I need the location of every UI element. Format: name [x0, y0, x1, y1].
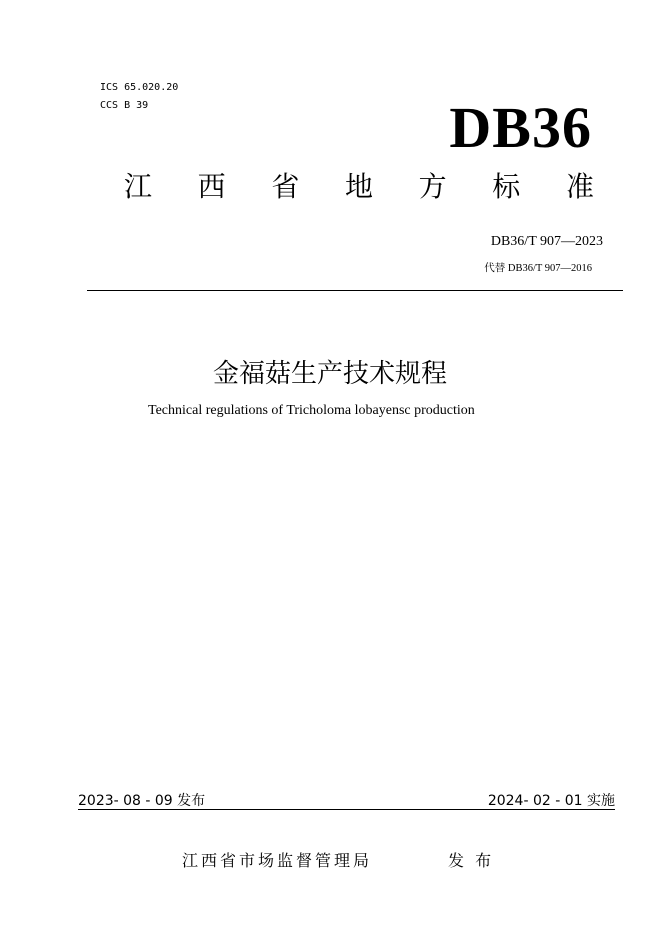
standard-type-char: 标 [492, 170, 521, 203]
ccs-code: CCS B 39 [100, 100, 149, 111]
standard-type-char: 西 [197, 170, 226, 203]
replaces-line [484, 261, 592, 276]
replaces-number: DB36/T 907—2016 [507, 263, 592, 274]
title-chinese [0, 357, 662, 391]
footer-divider [78, 809, 615, 810]
implementation-date: 2024- 02 - 01 实施 [487, 793, 615, 809]
header-divider [87, 290, 623, 291]
title-english: Technical regulations of Tricholoma lobayensc production [148, 403, 475, 418]
standard-type-char: 准 [565, 170, 594, 203]
title-chinese-text: 金福菇生产技术规程 [212, 359, 447, 389]
standard-type-heading [124, 170, 594, 204]
issue-date: 2023- 08 - 09 发布 [78, 793, 206, 809]
ics-code: ICS 65.020.20 [100, 82, 179, 93]
issuer-name: 江西省市场监督管理局 [182, 851, 373, 870]
standard-number: DB36/T 907—2023 [490, 234, 603, 249]
standard-type-char: 地 [344, 170, 373, 203]
replaces-label: 代替 [484, 262, 506, 274]
standard-type-char: 方 [418, 170, 447, 203]
standard-type-char: 省 [271, 170, 300, 203]
issuer-action: 发 布 [448, 851, 495, 870]
standard-code-logo: DB36 [449, 95, 592, 160]
standard-type-char: 江 [124, 170, 153, 203]
